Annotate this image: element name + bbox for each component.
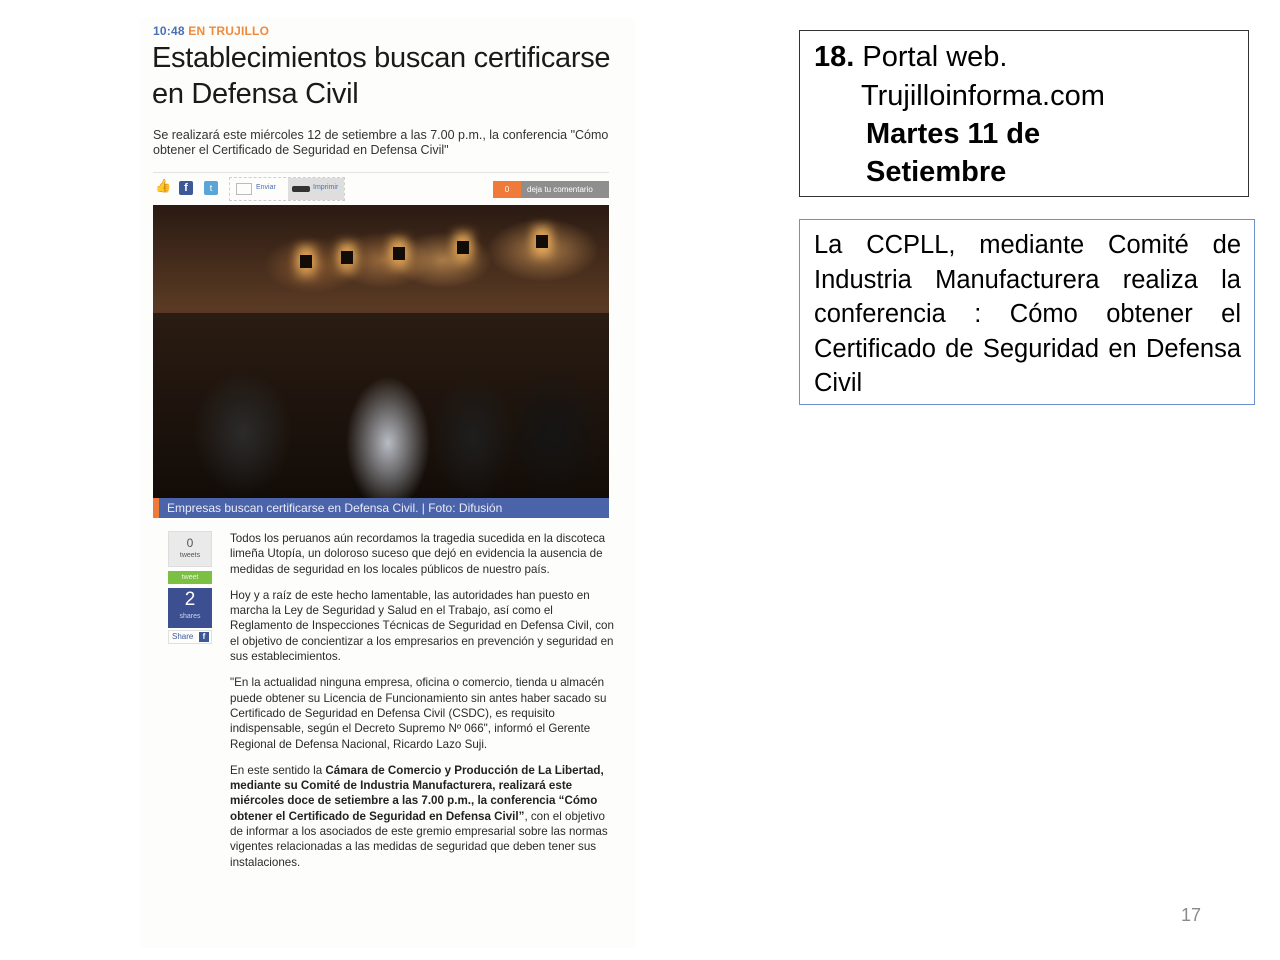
- wall-lamp: [457, 241, 469, 254]
- printer-icon: [292, 186, 310, 192]
- send-button[interactable]: Enviar: [256, 184, 276, 191]
- paragraph-1: Todos los peruanos aún recordamos la tragedia sucedida en la discoteca limeña Utopía, un doloroso suceso que dejó en evidencia la ausencia de medidas de seguridad en los locales públicos de nuestro país.: [230, 532, 606, 576]
- facebook-icon[interactable]: f: [179, 181, 193, 195]
- wall-lamp: [393, 247, 405, 260]
- item-number: 18.: [814, 41, 855, 73]
- photo-caption: Empresas buscan certificarse en Defensa Civil. | Foto: Difusión: [153, 498, 609, 518]
- article-body: [230, 531, 615, 881]
- comment-button[interactable]: [493, 181, 609, 198]
- send-print-group: [229, 177, 345, 201]
- title-line-1: [814, 38, 1007, 76]
- slide-description-box: [799, 219, 1255, 405]
- envelope-icon[interactable]: [236, 183, 252, 195]
- page-number: 17: [1181, 905, 1202, 925]
- thumbs-up-icon[interactable]: 👍: [155, 178, 172, 193]
- facebook-share-button[interactable]: [168, 630, 212, 644]
- audience: [153, 313, 609, 498]
- paragraph-3: "En la actualidad ninguna empresa, oficina o comercio, tienda u almacén puede obtener su Licencia de Funcionamiento sin antes haber sacado su Certificado de Seguridad en Defensa Civil (CSDC), es requisito indispensable, según el Decreto Supremo Nº 066", informó el Gerente Regional de Defensa Nacional, Ricardo Lazo Suji.: [230, 676, 607, 751]
- comment-label: deja tu comentario: [527, 185, 593, 194]
- description-text: La CCPLL, mediante Comité de Industria Manufacturera realiza la conferencia : Cómo obtener el Certificado de Seguridad en Defensa Civil: [814, 231, 1241, 397]
- wall-lamp: [341, 251, 353, 264]
- paragraph-4-bold: Cámara de Comercio y Producción de La Libertad, mediante su Comité de Industria Manufacturera, realizará este miércoles doce de setiembre a las 7.00 p.m., la conferencia “Cómo obtener el Certificado de Seguridad en Defensa Civil”: [230, 763, 604, 823]
- twitter-icon[interactable]: t: [204, 181, 218, 195]
- paragraph-4-intro: En este sentido la: [230, 763, 326, 777]
- article-deck: Se realizará este miércoles 12 de setiembre a las 7.00 p.m., la conferencia "Cómo obtener el Certificado de Seguridad en Defensa Civil": [153, 128, 609, 157]
- slide-title-box: [799, 30, 1249, 197]
- print-label: Imprimir: [313, 184, 339, 191]
- tweets-label: tweets: [179, 552, 201, 559]
- portal-label: Portal web.: [862, 41, 1008, 73]
- news-clipping: [140, 18, 635, 948]
- facebook-icon: f: [199, 632, 209, 642]
- share-label: Share: [172, 632, 194, 641]
- kicker-time: 10:48: [153, 24, 185, 38]
- share-toolbar: [153, 172, 609, 203]
- comment-count: 0: [493, 181, 521, 198]
- paragraph-2: Hoy y a raíz de este hecho lamentable, las autoridades han puesto en marcha la Ley de Seguridad y Salud en el Trabajo, así como el Reglamento de Inspecciones Técnicas de Seguridad en Defensa Civil, con el objetivo de concientizar a los empresarios en prevención y seguridad en sus establecimientos.: [230, 588, 614, 664]
- kicker-place: EN TRUJILLO: [188, 24, 270, 38]
- shares-count: 2: [184, 589, 196, 610]
- social-counters: [168, 531, 214, 644]
- kicker: [153, 24, 269, 38]
- paragraph-4-rest: , con el objetivo de informar a los asociados de este gremio empresarial sobre las normas vigentes relacionadas a las medidas de seguridad que deben tener sus instalaciones.: [230, 809, 608, 869]
- date-line-2: Setiembre: [866, 156, 1007, 188]
- article-headline: Establecimientos buscan certificarse en Defensa Civil: [152, 42, 611, 110]
- shares-label: shares: [179, 613, 201, 620]
- tweet-button[interactable]: tweet: [168, 571, 212, 584]
- print-button[interactable]: [288, 178, 344, 200]
- tweets-count: 0: [186, 536, 194, 550]
- paragraph-4: [230, 763, 615, 870]
- tweets-counter: [168, 531, 212, 567]
- shares-counter: [168, 588, 212, 628]
- date-line-1: Martes 11 de: [866, 118, 1041, 150]
- site-name: Trujilloinforma.com: [861, 80, 1105, 112]
- article-photo: [153, 205, 609, 498]
- wall-lamp: [536, 235, 548, 248]
- wall-lamp: [300, 255, 312, 268]
